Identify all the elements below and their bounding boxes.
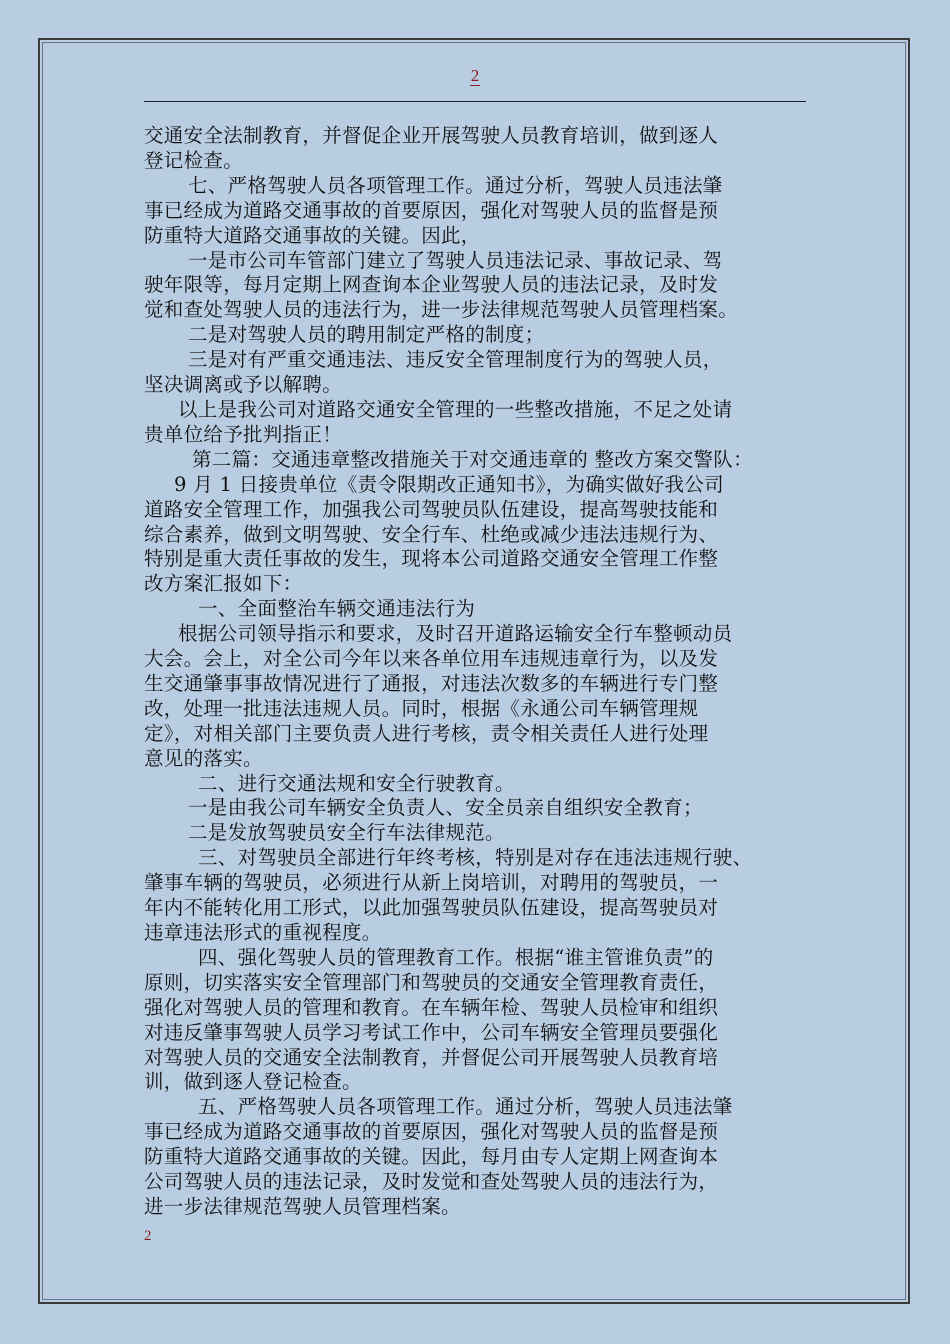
text-line: 三、对驾驶员全部进行年终考核，特别是对存在违法违规行驶、 <box>198 846 753 870</box>
text-line: 防重特大道路交通事故的关键。因此， <box>144 223 481 247</box>
text-line: 特别是重大责任事故的发生，现将本公司道路交通安全管理工作整 <box>144 547 719 571</box>
text-line: 二、进行交通法规和安全行驶教育。 <box>198 771 515 795</box>
text-line: 年内不能转化用工形式，以此加强驾驶员队伍建设，提高驾驶员对 <box>144 896 719 920</box>
header-page-number: 2 <box>470 66 480 85</box>
text-line: 觉和查处驾驶人员的违法行为，进一步法律规范驾驶人员管理档案。 <box>144 298 739 322</box>
text-line: 一是由我公司车辆安全负责人、安全员亲自组织安全教育； <box>188 796 703 820</box>
text-line: 五、严格驾驶人员各项管理工作。通过分析，驾驶人员违法肇 <box>198 1095 733 1119</box>
text-line: 三是对有严重交通违法、违反安全管理制度行为的驾驶人员， <box>188 348 723 372</box>
text-line: 坚决调离或予以解聘。 <box>144 373 343 397</box>
text-line: 违章违法形式的重视程度。 <box>144 921 382 944</box>
text-line: 二是对驾驶人员的聘用制定严格的制度； <box>188 323 545 347</box>
text-line: 防重特大道路交通事故的关键。因此，每月由专人定期上网查询本 <box>144 1145 719 1169</box>
text-line: 改，处理一批违法违规人员。同时，根据《永通公司车辆管理规 <box>144 696 699 720</box>
text-line: 进一步法律规范驾驶人员管理档案。 <box>144 1194 461 1218</box>
document-body <box>144 124 806 1220</box>
text-line: 贵单位给予批判指正！ <box>144 422 343 446</box>
text-line: 交通安全法制教育，并督促企业开展驾驶人员教育培训，做到逐人 <box>144 124 719 147</box>
text-line: 事已经成为道路交通事故的首要原因，强化对驾驶人员的监督是预 <box>144 198 719 222</box>
text-line: 事已经成为道路交通事故的首要原因，强化对驾驶人员的监督是预 <box>144 1120 719 1144</box>
text-line: 生交通肇事事故情况进行了通报，对违法次数多的车辆进行专门整 <box>144 671 719 695</box>
text-line: 七、严格驾驶人员各项管理工作。通过分析，驾驶人员违法肇 <box>188 173 723 197</box>
text-line: 一、全面整治车辆交通违法行为 <box>198 597 476 621</box>
text-line: 强化对驾驶人员的管理和教育。在车辆年检、驾驶人员检审和组织 <box>144 995 719 1019</box>
text-line: 对驾驶人员的交通安全法制教育，并督促公司开展驾驶人员教育培 <box>144 1045 719 1069</box>
text-line: 驶年限等，每月定期上网查询本企业驾驶人员的违法记录，及时发 <box>144 273 719 297</box>
text-line: 对违反肇事驾驶人员学习考试工作中，公司车辆安全管理员要强化 <box>144 1020 719 1044</box>
text-line: 以上是我公司对道路交通安全管理的一些整改措施，不足之处请 <box>178 397 733 421</box>
header-divider <box>144 101 806 102</box>
text-line: 道路安全管理工作，加强我公司驾驶员队伍建设，提高驾驶技能和 <box>144 497 719 521</box>
text-line: 意见的落实。 <box>144 746 263 770</box>
text-line: 登记检查。 <box>144 148 244 172</box>
text-line: 定》，对相关部门主要负责人进行考核，责令相关责任人进行处理 <box>144 721 709 745</box>
text-line: 第二篇：交通违章整改措施关于对交通违章的 整改方案交警队： <box>192 447 753 471</box>
text-line: 公司驾驶人员的违法记录，及时发觉和查处驾驶人员的违法行为， <box>144 1170 719 1194</box>
text-line: 大会。会上，对全公司今年以来各单位用车违规违章行为，以及发 <box>144 647 719 671</box>
text-line: 原则，切实落实安全管理部门和驾驶员的交通安全管理教育责任， <box>144 970 719 994</box>
text-line: 四、强化驾驶人员的管理教育工作。根据“谁主管谁负责”的 <box>198 945 714 969</box>
text-line: 综合素养，做到文明驾驶、安全行车、杜绝或减少违法违规行为、 <box>144 522 719 546</box>
text-line: 根据公司领导指示和要求，及时召开道路运输安全行车整顿动员 <box>178 622 733 646</box>
footer-page-number: 2 <box>144 1228 152 1244</box>
text-line: 9 月 1 日接贵单位《责令限期改正通知书》，为确实做好我公司 <box>174 472 724 496</box>
text-line: 改方案汇报如下： <box>144 572 303 596</box>
text-line: 肇事车辆的驾驶员，必须进行从新上岗培训，对聘用的驾驶员，一 <box>144 871 719 895</box>
text-line: 二是发放驾驶员安全行车法律规范。 <box>188 821 505 845</box>
text-line: 训，做到逐人登记检查。 <box>144 1070 362 1094</box>
text-line: 一是市公司车管部门建立了驾驶人员违法记录、事故记录、驾 <box>188 248 723 272</box>
